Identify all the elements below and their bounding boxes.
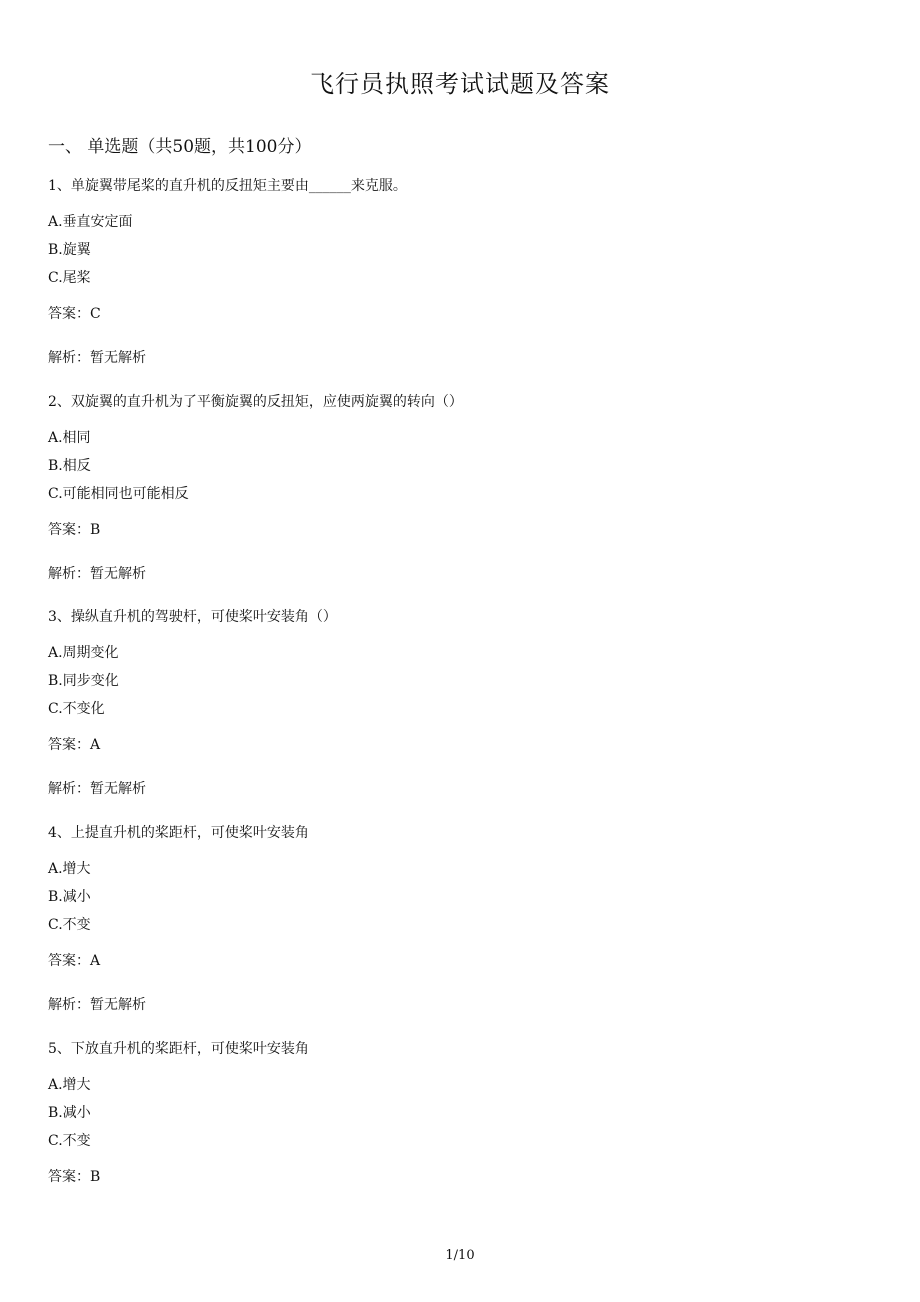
option-b: B.旋翼	[48, 242, 91, 258]
answer-line: 答案：A	[48, 953, 101, 969]
question-stem: 1、单旋翼带尾桨的直升机的反扭矩主要由______来克服。	[48, 178, 407, 194]
question-3	[48, 607, 868, 799]
option-c: C.可能相同也可能相反	[48, 486, 189, 502]
answer-line: 答案：B	[48, 1169, 101, 1185]
page-title: 飞行员执照考试试题及答案	[310, 70, 610, 98]
analysis-line: 解析：暂无解析	[48, 566, 146, 582]
option-list	[48, 212, 868, 288]
section-heading: 一、 单选题（共50题，共100分）	[48, 137, 312, 157]
answer-line: 答案：C	[48, 306, 101, 322]
option-b: B.减小	[48, 889, 91, 905]
option-a: A.增大	[48, 861, 91, 877]
option-c: C.不变	[48, 917, 91, 933]
answer-line: 答案：B	[48, 522, 101, 538]
question-stem: 2、双旋翼的直升机为了平衡旋翼的反扭矩，应使两旋翼的转向（）	[48, 394, 463, 410]
option-b: B.同步变化	[48, 673, 119, 689]
option-a: A.相同	[48, 430, 91, 446]
option-list	[48, 1075, 868, 1151]
option-a: A.垂直安定面	[48, 214, 133, 230]
question-2	[48, 392, 868, 584]
option-a: A.增大	[48, 1077, 91, 1093]
analysis-line: 解析：暂无解析	[48, 781, 146, 797]
option-b: B.减小	[48, 1105, 91, 1121]
question-stem: 4、上提直升机的桨距杆，可使桨叶安装角	[48, 825, 309, 841]
analysis-line: 解析：暂无解析	[48, 350, 146, 366]
question-4	[48, 823, 868, 1015]
option-a: A.周期变化	[48, 645, 119, 661]
answer-line: 答案：A	[48, 737, 101, 753]
page-number: 1/10	[445, 1248, 475, 1263]
question-1	[48, 176, 868, 368]
option-list	[48, 643, 868, 719]
option-c: C.不变化	[48, 701, 105, 717]
option-list	[48, 428, 868, 504]
option-list	[48, 859, 868, 935]
option-c: C.尾桨	[48, 270, 91, 286]
option-c: C.不变	[48, 1133, 91, 1149]
analysis-line: 解析：暂无解析	[48, 997, 146, 1013]
question-5	[48, 1039, 868, 1211]
question-stem: 3、操纵直升机的驾驶杆，可使桨叶安装角（）	[48, 609, 337, 625]
question-stem: 5、下放直升机的桨距杆，可使桨叶安装角	[48, 1041, 309, 1057]
option-b: B.相反	[48, 458, 91, 474]
